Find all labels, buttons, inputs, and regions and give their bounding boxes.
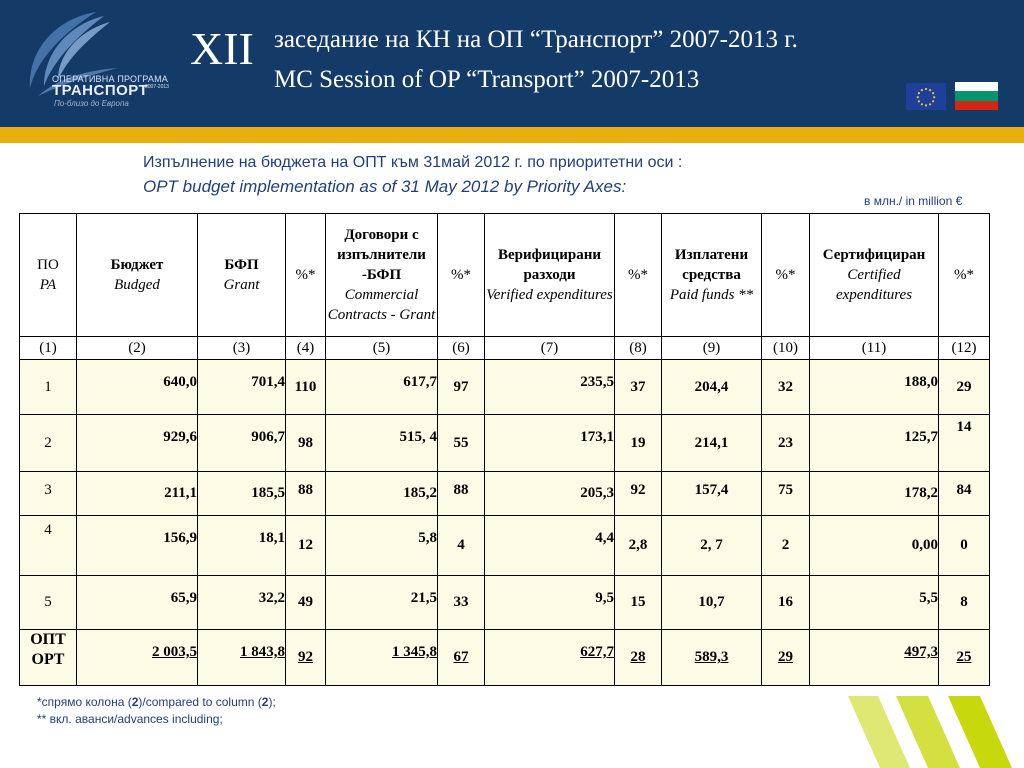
cell-pct6: 55 — [438, 415, 485, 472]
header-bar — [0, 0, 1024, 127]
cell-pct4: 88 — [286, 472, 326, 516]
cell-pct4: 12 — [286, 516, 326, 576]
cell-pct8-total: 28 — [615, 630, 662, 686]
column-number: (4) — [286, 337, 326, 360]
cell-verified: 9,5 — [485, 576, 615, 630]
cell-verified: 173,1 — [485, 415, 615, 472]
column-number: (10) — [762, 337, 810, 360]
header-verified-bg: Верифицирани разходи — [497, 247, 602, 283]
column-number: (9) — [662, 337, 762, 360]
cell-pct10: 16 — [762, 576, 810, 630]
header-budget-bg: Бюджет — [110, 257, 164, 273]
cell-grant: 185,5 — [198, 472, 286, 516]
cell-pct12: 0 — [939, 516, 990, 576]
footnote-advances: ** вкл. аванси/advances including; — [37, 712, 223, 726]
cell-budget: 65,9 — [77, 576, 198, 630]
cell-budget: 156,9 — [77, 516, 198, 576]
header-paid-bg: Изплатени средства — [674, 247, 749, 283]
column-number: (11) — [810, 337, 939, 360]
cell-contracts: 21,5 — [326, 576, 438, 630]
unit-label: в млн./ in million € — [864, 194, 963, 208]
cell-contracts: 185,2 — [326, 472, 438, 516]
cell-po: 2 — [20, 415, 77, 472]
total-label-bg: ОПТ — [30, 631, 66, 648]
cell-pct6: 88 — [438, 472, 485, 516]
header-budget-en: Budged — [114, 277, 160, 293]
session-number: XII — [190, 23, 254, 74]
cell-budget: 211,1 — [77, 472, 198, 516]
cell-pct6: 97 — [438, 360, 485, 415]
cell-paid: 157,4 — [662, 472, 762, 516]
cell-verified: 4,4 — [485, 516, 615, 576]
column-number: (12) — [939, 337, 990, 360]
cell-pct10: 2 — [762, 516, 810, 576]
cell-certified: 178,2 — [810, 472, 939, 516]
header-certified-bg: Сертифициран — [822, 247, 926, 263]
cell-pct6-total: 67 — [438, 630, 485, 686]
bulgarian-flag-icon — [955, 82, 998, 110]
cell-budget: 640,0 — [77, 360, 198, 415]
header-paid-en: Paid funds ** — [669, 287, 754, 303]
header-pct12: %* — [939, 214, 990, 337]
cell-grant: 32,2 — [198, 576, 286, 630]
cell-verified: 235,5 — [485, 360, 615, 415]
logo-text-years: 2007-2013 — [145, 84, 169, 90]
table-total-row — [20, 630, 990, 686]
cell-po: 3 — [20, 472, 77, 516]
cell-grant: 18,1 — [198, 516, 286, 576]
cell-pct10: 23 — [762, 415, 810, 472]
cell-contracts: 5,8 — [326, 516, 438, 576]
cell-grant: 701,4 — [198, 360, 286, 415]
column-number-row — [20, 337, 990, 360]
cell-pct8: 15 — [615, 576, 662, 630]
cell-budget-total: 2 003,5 — [77, 630, 198, 686]
logo-text-program: ОПЕРАТИВНА ПРОГРАМА — [52, 74, 168, 84]
header-grant-bg: БФП — [224, 257, 259, 273]
cell-pct8: 2,8 — [615, 516, 662, 576]
header-grant — [198, 214, 286, 337]
page-title-bg: заседание на КН на ОП “Транспорт” 2007-2013 г. — [274, 26, 798, 53]
header-pct6: %* — [438, 214, 485, 337]
cell-verified-total: 627,7 — [485, 630, 615, 686]
cell-pct4: 98 — [286, 415, 326, 472]
column-number: (3) — [198, 337, 286, 360]
cell-contracts-total: 1 345,8 — [326, 630, 438, 686]
table-row — [20, 516, 990, 576]
cell-pct4: 49 — [286, 576, 326, 630]
cell-pct12: 14 — [939, 415, 990, 472]
cell-grant: 906,7 — [198, 415, 286, 472]
header-verified — [485, 214, 615, 337]
total-label-en: OPT — [31, 651, 65, 668]
header-po-en: PA — [39, 277, 57, 293]
header-pct4: %* — [286, 214, 326, 337]
cell-pct8: 37 — [615, 360, 662, 415]
cell-certified: 188,0 — [810, 360, 939, 415]
cell-pct4-total: 92 — [286, 630, 326, 686]
cell-po: 1 — [20, 360, 77, 415]
column-number: (6) — [438, 337, 485, 360]
cell-pct10: 32 — [762, 360, 810, 415]
cell-pct8: 92 — [615, 472, 662, 516]
header-contracts — [326, 214, 438, 337]
cell-pct12: 84 — [939, 472, 990, 516]
header-certified-en: Certified expenditures — [835, 267, 913, 303]
cell-pct12: 29 — [939, 360, 990, 415]
cell-paid-total: 589,3 — [662, 630, 762, 686]
budget-table — [19, 213, 990, 686]
column-number: (5) — [326, 337, 438, 360]
cell-paid: 204,4 — [662, 360, 762, 415]
header-po-bg: ПО — [37, 257, 59, 273]
cell-paid: 10,7 — [662, 576, 762, 630]
table-row — [20, 576, 990, 630]
table-row — [20, 360, 990, 415]
footnotes — [37, 694, 276, 728]
header-contracts-bg: Договори с изпълнители -БФП — [337, 227, 426, 283]
cell-pct10: 75 — [762, 472, 810, 516]
header-certified — [810, 214, 939, 337]
column-number: (1) — [20, 337, 77, 360]
cell-pct6: 4 — [438, 516, 485, 576]
subtitle-bg: Изпълнение на бюджета на ОПТ към 31май 2012 г. по приоритетни оси : — [143, 154, 683, 171]
header-pct8: %* — [615, 214, 662, 337]
header-budget — [77, 214, 198, 337]
cell-grant-total: 1 843,8 — [198, 630, 286, 686]
logo-text-slogan: По-близо до Европа — [54, 99, 129, 108]
cell-pct8: 19 — [615, 415, 662, 472]
header-po — [20, 214, 77, 337]
cell-pct4: 110 — [286, 360, 326, 415]
chevron-arrows-icon — [848, 688, 1024, 768]
column-number: (8) — [615, 337, 662, 360]
cell-po-total — [20, 630, 77, 686]
cell-verified: 205,3 — [485, 472, 615, 516]
header-verified-en: Verified expenditures — [486, 287, 613, 303]
header-contracts-en: Commercial Contracts - Grant — [327, 287, 436, 323]
page-title-en: MC Session of OP “Transport” 2007-2013 — [274, 66, 700, 93]
cell-budget: 929,6 — [77, 415, 198, 472]
column-number: (7) — [485, 337, 615, 360]
table-row — [20, 472, 990, 516]
header-stripe — [0, 127, 1024, 143]
cell-po: 5 — [20, 576, 77, 630]
cell-certified-total: 497,3 — [810, 630, 939, 686]
cell-pct6: 33 — [438, 576, 485, 630]
footnote-percent: *спрямо колона (2)/compared to column (2); — [37, 695, 276, 709]
cell-contracts: 515, 4 — [326, 415, 438, 472]
cell-certified: 5,5 — [810, 576, 939, 630]
cell-po: 4 — [20, 516, 77, 576]
cell-pct12: 8 — [939, 576, 990, 630]
header-paid — [662, 214, 762, 337]
eu-flag-icon — [906, 83, 946, 110]
table-row — [20, 415, 990, 472]
table-header-row — [20, 214, 990, 337]
cell-pct12-total: 25 — [939, 630, 990, 686]
cell-paid: 2, 7 — [662, 516, 762, 576]
column-number: (2) — [77, 337, 198, 360]
subtitle-en: OPT budget implementation as of 31 May 2012 by Priority Axes: — [143, 177, 627, 196]
cell-certified: 125,7 — [810, 415, 939, 472]
cell-contracts: 617,7 — [326, 360, 438, 415]
header-pct10: %* — [762, 214, 810, 337]
header-grant-en: Grant — [223, 277, 260, 293]
cell-pct10-total: 29 — [762, 630, 810, 686]
cell-certified: 0,00 — [810, 516, 939, 576]
cell-paid: 214,1 — [662, 415, 762, 472]
logo-text-transport: ТРАНСПОРТ — [52, 82, 149, 99]
